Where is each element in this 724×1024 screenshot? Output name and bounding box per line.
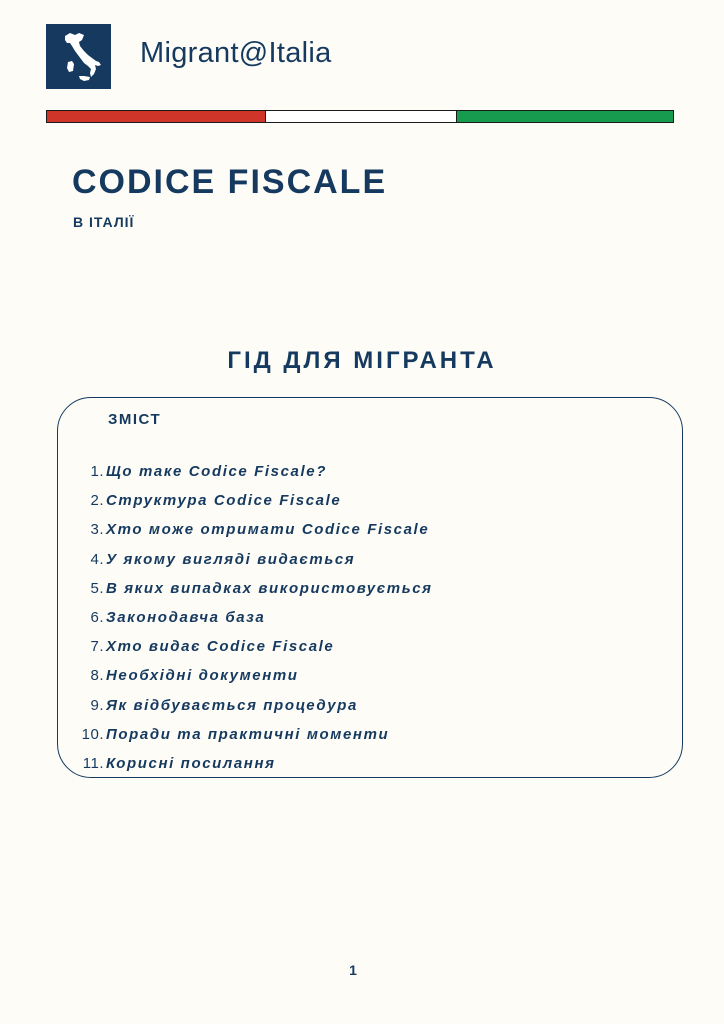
toc-item[interactable] — [72, 515, 433, 544]
toc-item-number: 2. — [90, 492, 104, 510]
toc-item-number: 5. — [90, 579, 104, 597]
toc-item-text: Хто може отримати Codice Fiscale — [106, 521, 430, 539]
toc-item-text: Поради та практичні моменти — [106, 725, 390, 743]
toc-item-number: 9. — [90, 696, 104, 714]
flag-red-segment — [47, 111, 265, 122]
toc-item-number: 11. — [82, 754, 104, 772]
toc-item[interactable] — [72, 545, 433, 574]
toc-item[interactable] — [72, 632, 433, 661]
toc-item-number: 6. — [90, 609, 104, 627]
toc-item[interactable] — [72, 661, 433, 690]
italian-flag-stripe — [46, 110, 674, 123]
guide-heading: ГІД ДЛЯ МІГРАНТА — [227, 347, 497, 374]
page-number: 1 — [349, 962, 357, 978]
toc-list — [72, 457, 433, 778]
toc-heading: ЗМІСТ — [108, 411, 162, 428]
toc-item-number: 4. — [90, 550, 104, 568]
toc-item[interactable] — [72, 574, 433, 603]
toc-item[interactable] — [72, 691, 433, 720]
flag-green-segment — [457, 111, 673, 122]
toc-item-text: В яких випадках використовується — [106, 579, 433, 597]
toc-item-number: 10. — [81, 725, 104, 743]
toc-item[interactable] — [72, 603, 433, 632]
toc-item-number: 8. — [90, 667, 104, 685]
flag-white-segment — [265, 111, 457, 122]
toc-item-number: 3. — [90, 521, 104, 539]
toc-item-text: Як відбувається процедура — [106, 696, 358, 714]
toc-item[interactable] — [72, 749, 433, 778]
toc-item-text: Хто видає Codice Fiscale — [106, 638, 335, 656]
toc-item-text: Необхідні документи — [106, 667, 299, 685]
toc-item-number: 7. — [90, 638, 104, 656]
toc-item-text: Законодавча база — [106, 609, 266, 627]
italy-map-icon — [46, 24, 111, 89]
toc-item[interactable] — [72, 720, 433, 749]
document-subtitle: В ІТАЛІЇ — [73, 214, 135, 230]
toc-item[interactable] — [72, 486, 433, 515]
toc-item[interactable] — [72, 457, 433, 486]
toc-item-text: Що таке Codice Fiscale? — [106, 463, 327, 481]
toc-item-number: 1. — [90, 463, 104, 481]
brand-name: Migrant@Italia — [140, 37, 332, 69]
logo — [46, 24, 111, 89]
toc-item-text: Корисні посилання — [106, 754, 276, 772]
toc-item-text: Структура Codice Fiscale — [106, 492, 342, 510]
document-title: CODICE FISCALE — [72, 163, 388, 201]
toc-item-text: У якому вигляді видається — [106, 550, 356, 568]
